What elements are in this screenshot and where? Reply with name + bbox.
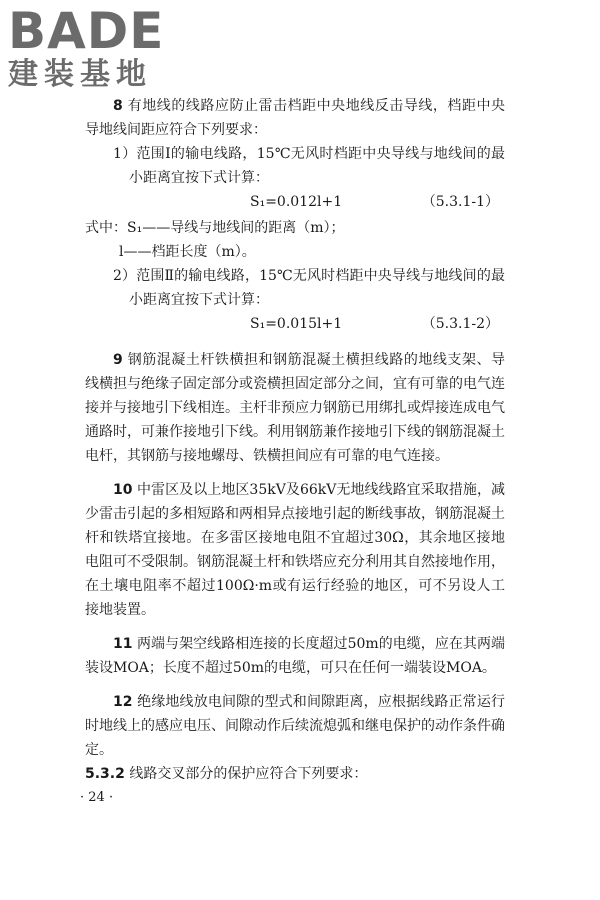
document-body <box>85 94 505 786</box>
item-10 <box>85 478 505 622</box>
item-12-text: 绝缘地线放电间隙的型式和间隙距离，应根据线路正常运行时地线上的感应电压、间隙动作后续流熄弧和继电保护的动作条件确定。 <box>85 694 505 758</box>
item-11-number: 11 <box>113 636 133 652</box>
item-12-number: 12 <box>113 694 133 710</box>
clause-5-3-2 <box>85 762 505 786</box>
item-9-text: 钢筋混凝土杆铁横担和钢筋混凝土横担线路的地线支架、导线横担与绝缘子固定部分或瓷横担固定部分之间，宜有可靠的电气连接并与接地引下线相连。主杆非预应力钢筋已用绑扎或焊接连成电气通路时，可兼作接地引下线。利用钢筋兼作接地引下线的钢筋混凝土电杆，其钢筋与接地螺母、铁横担间应有可靠的电气连接。 <box>85 352 505 464</box>
formula-1-id: （5.3.1-1） <box>421 194 499 210</box>
definition-l: l——档距长度（m）。 <box>119 244 256 260</box>
logo-latin-text: BADE <box>8 2 165 60</box>
item-9-number: 9 <box>113 352 123 368</box>
formula-2-expression: S₁=0.015l+1 <box>250 316 343 332</box>
item-8-text: 有地线的线路应防止雷击档距中央地线反击导线，档距中央导地线间距应符合下列要求： <box>85 98 505 138</box>
formula-5-3-1-1 <box>85 190 505 216</box>
logo <box>8 4 164 92</box>
item-12 <box>85 690 505 762</box>
item-11-text: 两端与架空线路相连接的长度超过50m的电缆，应在其两端装设MOA；长度不超过50m的电缆，可只在任何一端装设MOA。 <box>85 636 506 676</box>
formula-5-3-1-2 <box>85 312 505 338</box>
item-8-sub-1: 1）范围Ⅰ的输电线路，15℃无风时档距中央导线与地线间的最小距离宜按下式计算： <box>113 146 505 186</box>
logo-chinese-text: 建装基地 <box>8 57 152 92</box>
item-11 <box>85 632 505 680</box>
definition-s1: 式中：S₁——导线与地线间的距离（m）； <box>85 220 345 236</box>
formula-2-id: （5.3.1-2） <box>421 316 499 332</box>
page-number: · 24 · <box>80 790 114 805</box>
clause-5-3-2-number: 5.3.2 <box>85 766 125 782</box>
item-10-number: 10 <box>113 482 133 498</box>
item-8-sub-2: 2）范围Ⅱ的输电线路，15℃无风时档距中央导线与地线间的最小距离宜按下式计算： <box>113 268 505 308</box>
formula-1-expression: S₁=0.012l+1 <box>250 194 343 210</box>
item-9 <box>85 348 505 468</box>
item-8-number: 8 <box>113 98 123 114</box>
item-10-text: 中雷区及以上地区35kV及66kV无地线线路宜采取措施，减少雷击引起的多相短路和两相异点接地引起的断线事故，钢筋混凝土杆和铁塔宜接地。在多雷区接地电阻不宜超过30Ω，其余地区接地电阻可不受限制。钢筋混凝土杆和铁塔应充分利用其自然接地作用，在土壤电阻率不超过100Ω·m或有运行经验的地区，可不另设人工接地装置。 <box>85 482 505 618</box>
item-8 <box>85 94 505 142</box>
clause-5-3-2-text: 线路交叉部分的保护应符合下列要求： <box>129 766 368 782</box>
